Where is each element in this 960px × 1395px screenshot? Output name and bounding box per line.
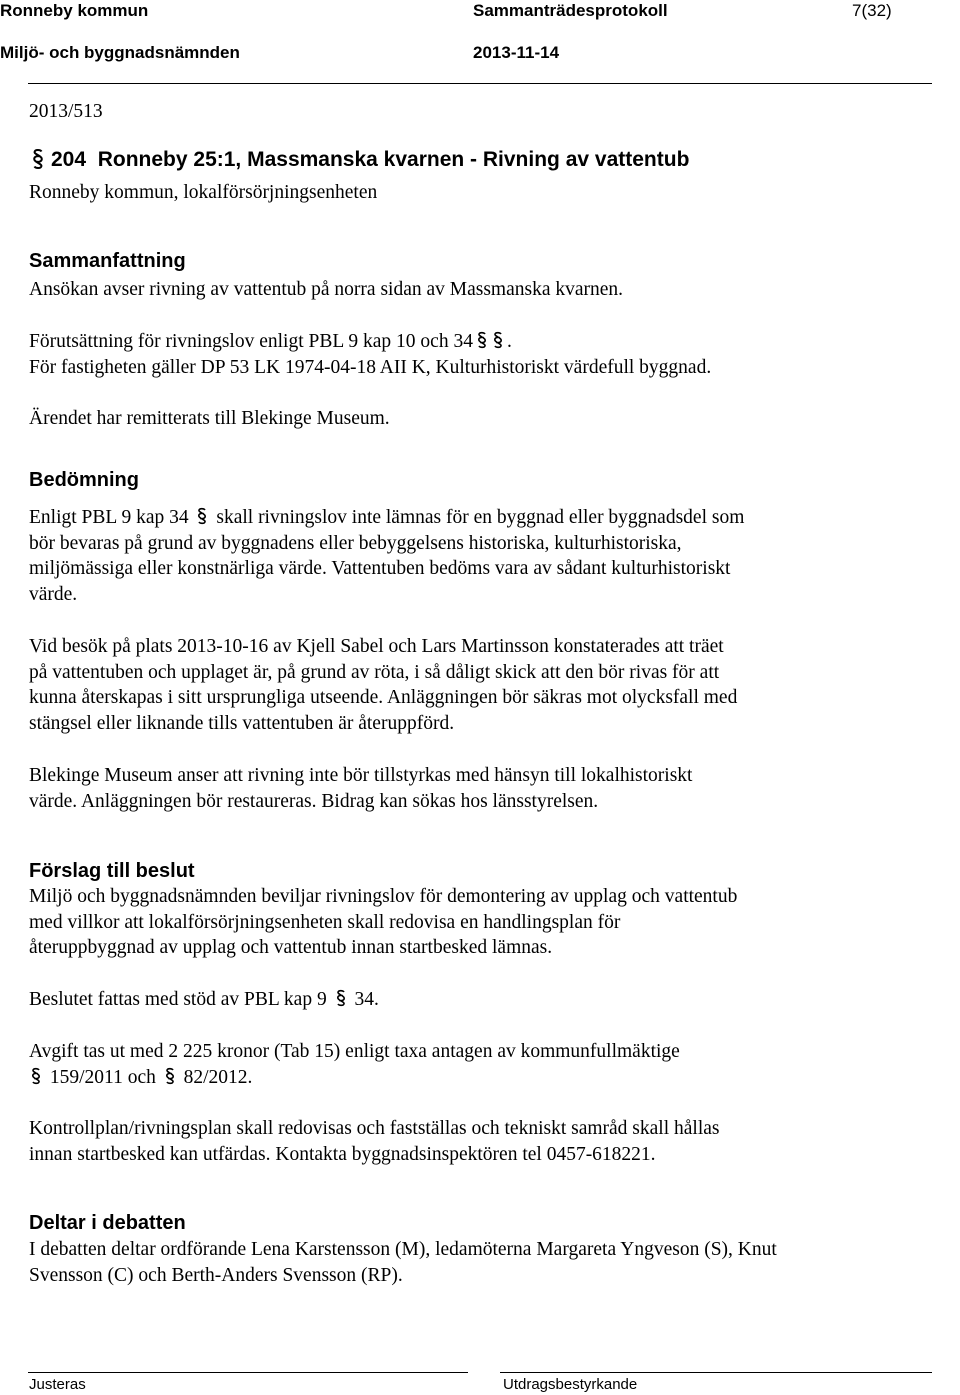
text-run: Beslutet fattas med stöd av PBL kap 9 (29, 989, 327, 1010)
summary-line: Ärendet har remitterats till Blekinge Museum. (29, 408, 390, 429)
case-number: 2013/513 (29, 101, 103, 122)
text-line: bör bevaras på grund av byggnadens eller bebyggelsens historiska, kulturhistoriska, (29, 532, 682, 554)
summary-heading: Sammanfattning (29, 250, 186, 272)
text-line: värde. Anläggningen bör restaureras. Bidrag kan sökas hos länsstyrelsen. (29, 790, 599, 812)
page-number: 7(32) (852, 1, 892, 20)
document-type: Sammanträdesprotokoll (473, 1, 668, 20)
text-line: Blekinge Museum anser att rivning inte bör tillstyrkas med hänsyn till lokalhistoriskt (29, 765, 693, 786)
proposal-line (29, 987, 909, 1013)
text-line (29, 505, 929, 531)
proposal-paragraph (29, 1116, 929, 1167)
text-line: stängsel eller liknande tills vattentuben är återuppförd. (29, 713, 455, 735)
assessment-paragraph (29, 505, 929, 608)
case-title (29, 148, 689, 172)
proposal-paragraph (29, 1039, 929, 1090)
board-name: Miljö- och byggnadsnämnden (0, 43, 240, 62)
text-line: med villkor att lokalförsörjningsenheten skall redovisa en handlingsplan för (29, 911, 621, 933)
summary-line: För fastigheten gäller DP 53 LK 1974-04-18 AII K, Kulturhistoriskt värdefull byggnad. (29, 357, 712, 378)
footer-utdragsbestyrkande: Utdragsbestyrkande (503, 1376, 638, 1393)
text-line: Avgift tas ut med 2 225 kronor (Tab 15) enligt taxa antagen av kommunfullmäktige (29, 1041, 680, 1062)
text-line: Svensson (C) och Berth-Anders Svensson (RP). (29, 1264, 403, 1286)
section-sign-icon (163, 1067, 177, 1085)
text-line: kunna återskapas i sitt ursprungliga utseende. Anläggningen bör säkras mot olycksfall med (29, 687, 738, 709)
text-run: 34. (354, 989, 379, 1010)
meeting-date: 2013-11-14 (473, 43, 560, 62)
section-sign-icon (491, 331, 505, 349)
case-title-number: 204 (51, 148, 87, 171)
text-line: värde. (29, 584, 78, 606)
signature-line (28, 1372, 468, 1373)
proposal-heading: Förslag till beslut (29, 860, 195, 882)
text-run: 159/2011 och (49, 1066, 156, 1088)
text-line: på vattentuben och upplaget är, på grund av röta, i så dåligt skick att den bör rivas för att (29, 661, 720, 683)
summary-line (29, 329, 909, 355)
applicant: Ronneby kommun, lokalförsörjningsenheten (29, 182, 378, 203)
summary-line: Ansökan avser rivning av vattentub på norra sidan av Massmanska kvarnen. (29, 279, 624, 300)
text-run: Enligt PBL 9 kap 34 (29, 507, 189, 528)
section-sign-icon (475, 331, 489, 349)
proposal-paragraph (29, 884, 929, 961)
text-line: Vid besök på plats 2013-10-16 av Kjell Sabel och Lars Martinsson konstaterades att träet (29, 636, 724, 657)
text-line: innan startbesked kan utfärdas. Kontakta byggnadsinspektören tel 0457-618221. (29, 1143, 656, 1165)
text-line: I debatten deltar ordförande Lena Karstensson (M), ledamöterna Margareta Yngveson (S), Knut (29, 1239, 777, 1260)
municipality-name: Ronneby kommun (0, 1, 149, 20)
text-line: Kontrollplan/rivningsplan skall redovisas och fastställas och tekniskt samråd skall hållas (29, 1118, 720, 1139)
footer-justeras: Justeras (29, 1376, 86, 1393)
section-sign-icon (31, 148, 45, 170)
section-sign-icon (334, 989, 348, 1007)
section-sign-icon (29, 1067, 43, 1085)
debate-heading: Deltar i debatten (29, 1212, 186, 1234)
text-line (29, 1065, 929, 1091)
text-run: 82/2012. (183, 1066, 253, 1088)
signature-line (500, 1372, 932, 1373)
case-title-text: Ronneby 25:1, Massmanska kvarnen - Rivning av vattentub (97, 148, 690, 171)
assessment-paragraph (29, 763, 929, 814)
text-line: återuppbyggnad av upplag och vattentub innan startbesked lämnas. (29, 937, 553, 959)
text-run: skall rivningslov inte lämnas för en byggnad eller byggnadsdel som (216, 507, 745, 528)
assessment-heading: Bedömning (29, 469, 139, 491)
text-line: Miljö och byggnadsnämnden beviljar rivningslov för demontering av upplag och vattentub (29, 886, 738, 907)
assessment-paragraph (29, 634, 929, 737)
header-divider (28, 83, 932, 84)
summary-text: . (506, 331, 512, 352)
summary-text: Förutsättning för rivningslov enligt PBL 9 kap 10 och 34 (29, 331, 473, 352)
text-line: miljömässiga eller konstnärliga värde. Vattentuben bedöms vara av sådant kulturhistoriskt (29, 558, 731, 580)
debate-paragraph (29, 1237, 929, 1288)
section-sign-icon (195, 507, 209, 525)
